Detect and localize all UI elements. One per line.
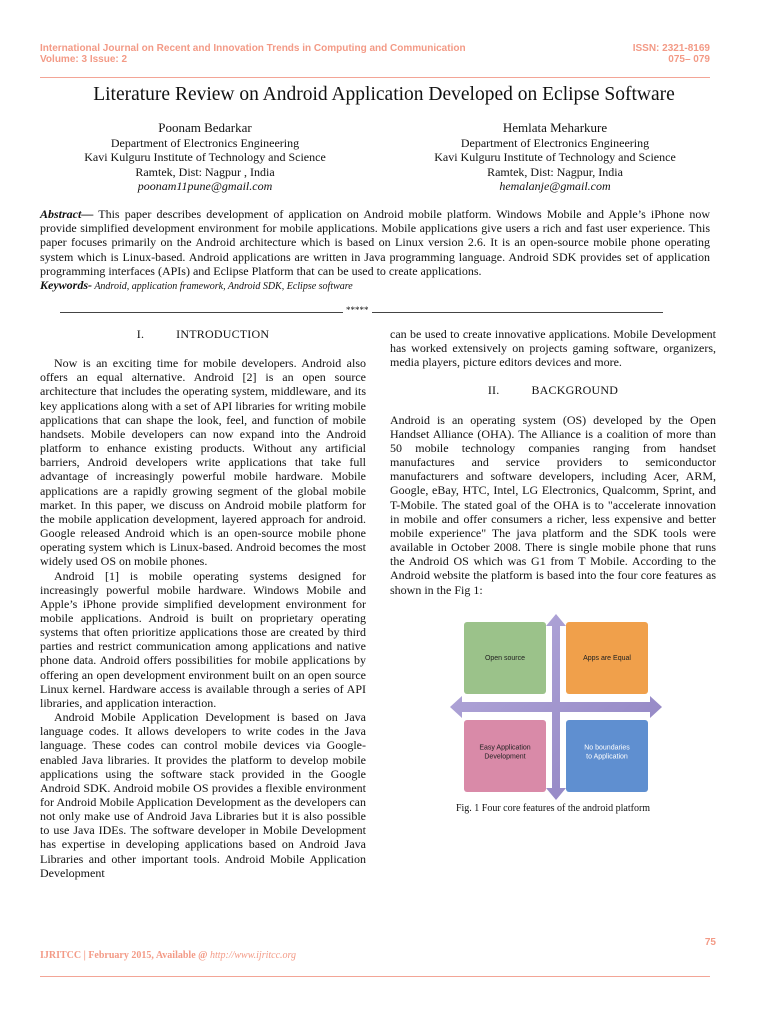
volume-issue: Volume: 3 Issue: 2 [40,54,128,65]
paragraph: Android Mobile Application Development is based on Java language codes. It allows developers to write codes in the Java language. These codes can control mobile devices via Google-enabled Java libraries. It provides the platform to develop mobile applications using the software stack provided in the Google Android SDK. Android mobile OS provides a flexible environment for Android Mobile Application Development as the developers can not only make use of Android Java Libraries but it is also possible to use Java IDEs. The software developer in Mobile Development has expertise in developing applications based on Android Java Libraries and other important tools. Android Mobile Application Development [40,710,366,880]
page-range: 075– 079 [668,54,710,65]
section-number: I. [136,327,145,341]
paragraph: Now is an exciting time for mobile developers. Android also offers an equal alternative. Android [2] is an open source architecture that includes the operating system, middleware, and its key applications along with a set of API libraries for writing mobile applications that can shape the look, feel, and function of mobile handsets. Mobile developers can now expand into the Android platform to enhance existing products. Without any artificial barriers, Android developers write applications that take full advantage of increasingly powerful mobile hardware. Mobile applications are a rapidly growing segment of the global mobile market. In this paper, we discuss on Android mobile platform for the mobile application development, layered approach for android. Google released Android which is an open-source mobile phone operating system which is Linux-based. Android becomes the most widely used OS on mobile phones. [40,356,366,569]
paragraph: Android is an operating system (OS) developed by the Open Handset Alliance (OHA). The Alliance is a coalition of more than 50 mobile technology companies ranging from handset manufactures and service providers to semiconductor manufacturers and software developers, including Acer, ARM, Google, eBay, HTC, Intel, LG Electronics, Qualcomm, Sprint, and T-Mobile. The stated goal of the OHA is to "accelerate innovation in mobile and offer consumers a richer, less expensive and better mobile experience" The java platform and the SDK tools were available in October 2008. There is single mobile phone that runs the Android OS which was G1 from T Mobile. According to the Android website the platform is based into the four core features as shown in the Fig 1: [390,412,716,597]
author-name: Poonam Bedarkar [158,120,252,135]
footer-url[interactable]: http://www.ijritcc.org [209,950,297,961]
author-department: Department of Electronics Engineering [110,136,300,151]
author-block-2 [410,121,700,193]
author-block-1 [60,121,350,193]
feature-label-open-source: Open source [484,655,526,662]
figure-four-core-features [450,614,662,800]
author-department: Department of Electronics Engineering [460,136,650,151]
footer-rule [40,976,710,977]
abstract-label: Abstract— [40,207,94,221]
author-email[interactable]: poonam11pune@gmail.com [137,178,273,193]
section-heading-background [390,383,716,397]
feature-label-apps-equal: Apps are Equal [583,655,631,662]
author-address: Ramtek, Dist: Nagpur, India [487,164,623,179]
paper-title: Literature Review on Android Application Developed on Eclipse Software [93,84,675,105]
author-name: Hemlata Meharkure [502,120,608,135]
author-address: Ramtek, Dist: Nagpur , India [135,164,275,179]
figure-diagram [450,614,662,800]
issn: ISSN: 2321-8169 [632,43,710,54]
footer [40,950,296,961]
section-number: II. [487,383,500,398]
keywords [40,278,710,294]
separator-stars: ***** [343,305,372,315]
author-institute: Kavi Kulguru Institute of Technology and Science [84,150,326,165]
feature-label-no-boundaries: No boundaries to Application [584,744,630,761]
abstract [40,207,710,278]
page-number: 75 [704,937,716,948]
footer-text: IJRITCC | February 2015, Available @ [40,950,210,961]
figure-caption: Fig. 1 Four core features of the android platform [455,803,651,814]
author-institute: Kavi Kulguru Institute of Technology and Science [434,150,676,165]
header-rule [40,77,710,78]
section-title: INTRODUCTION [176,327,270,341]
feature-label-easy-dev: Easy Application Development [479,744,531,761]
author-email[interactable]: hemalanje@gmail.com [499,178,611,193]
keywords-text: Android, application framework, Android SDK, Eclipse software [92,281,353,292]
journal-name: International Journal on Recent and Innovation Trends in Computing and Communication [40,43,466,54]
paragraph-continuation: can be used to create innovative applications. Mobile Development has worked extensively on projects gaming software, organizers, media players, picture editors devices and more. [390,327,716,370]
section-heading-introduction [40,327,366,341]
section-title: BACKGROUND [531,383,619,398]
abstract-text: This paper describes development of application on Android mobile platform. Windows Mobile and Apple’s iPhone now provide simplified development environment for mobile applications. Mobile applications give users a rich and fast user experience. This paper focuses primarily on the Android architecture which is based on Linux version 2.6. It is an open-source mobile phone operating system which is Linux-based. Android applications are written in Java programming language. Android SDK provides set of application programming interfaces (APIs) and Eclipse Platform that can be used to create applications. [40,207,710,278]
right-column [390,327,716,597]
paragraph: Android [1] is mobile operating systems designed for increasingly powerful mobile hardware. Windows Mobile and Apple’s iPhone provide simplified development environment for mobile applications. Android is built on proprietary operating systems that often prioritize applications those are created by third parties and restrict communication among applications and native phone data. Android offers possibilities for mobile applications by offering an open development environment built on an open source Linux kernel. Hardware access is available through a series of API libraries, and application interaction. [40,568,366,710]
keywords-label: Keywords- [40,278,92,292]
left-column [40,327,366,880]
